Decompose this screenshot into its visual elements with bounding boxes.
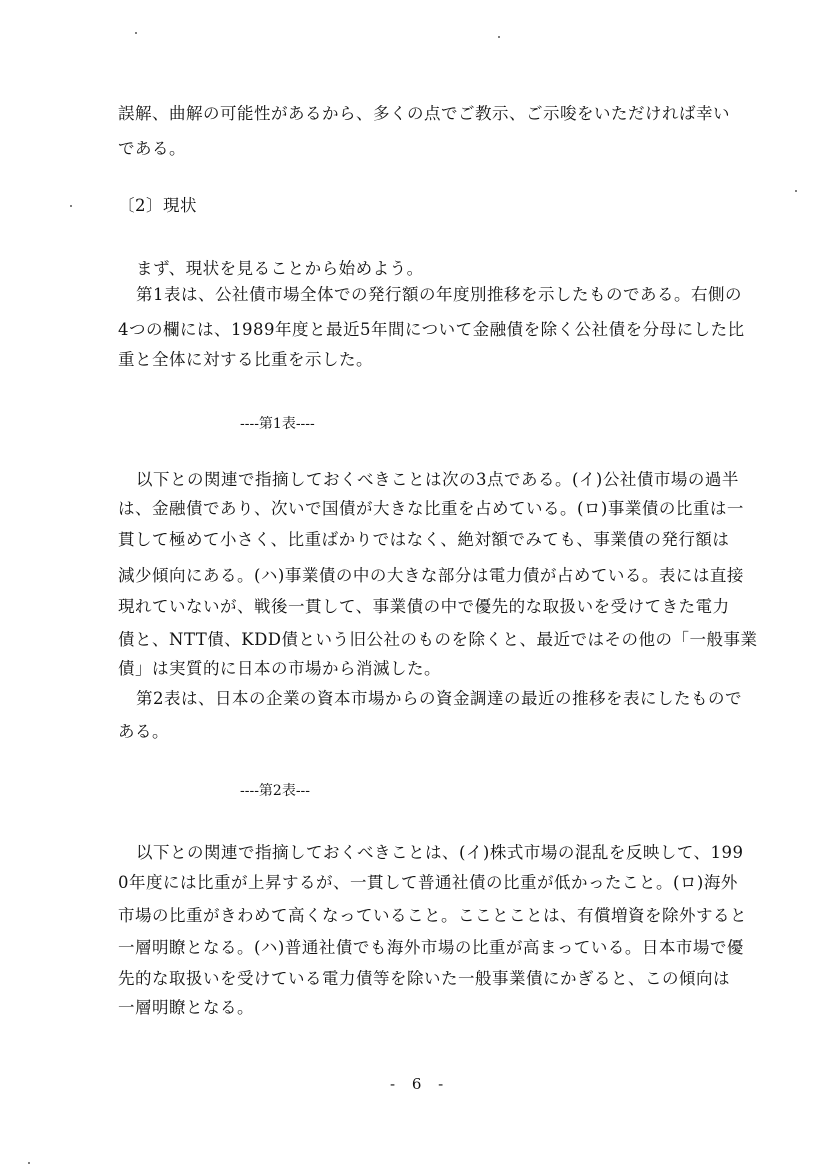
text-line: まず、現状を見ることから始めよう。 bbox=[136, 259, 424, 278]
section-heading: 〔2〕現状 bbox=[118, 196, 197, 215]
table2-marker: ----第2表--- bbox=[240, 783, 311, 799]
page-number: - 6 - bbox=[390, 1075, 450, 1093]
text-line: 0年度には比重が上昇するが、一貫して普通社債の比重が低かったこと。(ロ)海外 bbox=[118, 873, 738, 892]
text-line: 4つの欄には、1989年度と最近5年間について金融債を除く公社債を分母にした比 bbox=[118, 320, 745, 339]
text-line: 第1表は、公社債市場全体での発行額の年度別推移を示したものである。右側の bbox=[136, 285, 742, 304]
text-line: 第2表は、日本の企業の資本市場からの資金調達の最近の推移を表にしたもので bbox=[136, 689, 742, 708]
scan-speck bbox=[70, 205, 72, 207]
scan-speck bbox=[135, 32, 137, 34]
text-line: 貫して極めて小さく、比重ばかりではなく、絶対額でみても、事業債の発行額は bbox=[118, 530, 730, 549]
text-line: 債」は実質的に日本の市場から消滅した。 bbox=[118, 659, 441, 678]
text-line: は、金融債であり、次いで国債が大きな比重を占めている。(ロ)事業債の比重は一 bbox=[118, 499, 744, 518]
text-line: 現れていないが、戦後一貫して、事業債の中で優先的な取扱いを受けてきた電力 bbox=[118, 597, 730, 616]
text-line: 一層明瞭となる。 bbox=[118, 998, 254, 1017]
text-line: 減少傾向にある。(ハ)事業債の中の大きな部分は電力債が占めている。表には直接 bbox=[118, 566, 744, 585]
text-line: 一層明瞭となる。(ハ)普通社債でも海外市場の比重が高まっている。日本市場で優 bbox=[118, 938, 744, 957]
text-line: 市場の比重がきわめて高くなっていること。こことことは、有償増資を除外すると bbox=[118, 906, 747, 925]
text-line: 以下との関連で指摘しておくべきことは、(イ)株式市場の混乱を反映して、199 bbox=[136, 843, 744, 862]
text-line: である。 bbox=[118, 139, 186, 158]
table1-marker: ----第1表---- bbox=[240, 416, 315, 432]
scan-speck bbox=[498, 36, 500, 38]
text-line: 債と、NTT債、KDD債という旧公社のものを除くと、最近ではその他の「一般事業 bbox=[118, 630, 758, 649]
text-line: 重と全体に対する比重を示した。 bbox=[118, 350, 373, 369]
text-line: 先的な取扱いを受けている電力債等を除いた一般事業債にかぎると、この傾向は bbox=[118, 969, 730, 988]
text-line: 以下との関連で指摘しておくべきことは次の3点である。(イ)公社債市場の過半 bbox=[136, 470, 739, 489]
text-line: ある。 bbox=[118, 722, 169, 741]
scan-speck bbox=[795, 190, 797, 192]
text-line: 誤解、曲解の可能性があるから、多くの点でご教示、ご示唆をいただければ幸い bbox=[118, 104, 730, 123]
scan-speck bbox=[28, 1162, 30, 1164]
